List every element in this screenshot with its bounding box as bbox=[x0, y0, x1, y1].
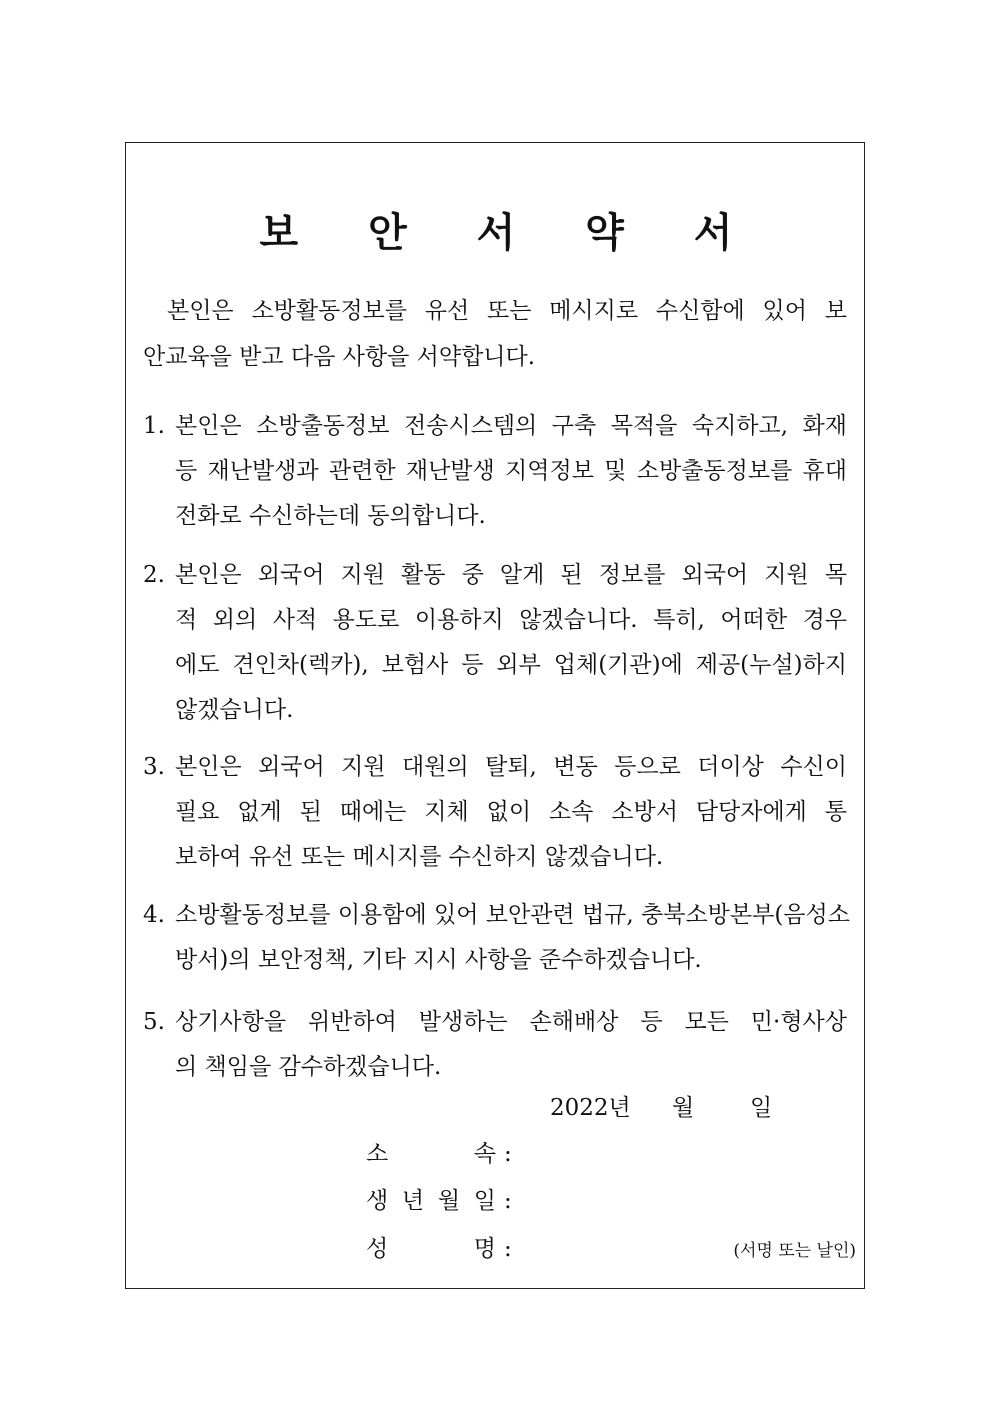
date-year: 2022년 bbox=[550, 1095, 631, 1121]
pledge-item-1 bbox=[143, 404, 847, 539]
signature-seal-note: (서명 또는 날인) bbox=[733, 1241, 856, 1261]
item-line: 적 외의 사적 용도로 이용하지 않겠습니다. 특히, 어떠한 경우 bbox=[175, 607, 847, 633]
item-line: 본인은 외국어 지원 대원의 탈퇴, 변동 등으로 더이상 수신이 bbox=[175, 754, 847, 780]
date-day: 일 bbox=[750, 1095, 773, 1121]
item-line: 등 재난발생과 관련한 재난발생 지역정보 및 소방출동정보를 휴대 bbox=[175, 458, 847, 484]
item-line: 에도 견인차(렉카), 보험사 등 외부 업체(기관)에 제공(누설)하지 bbox=[175, 652, 847, 678]
item-line: 않겠습니다. bbox=[175, 697, 294, 723]
item-line: 본인은 소방출동정보 전송시스템의 구축 목적을 숙지하고, 화재 bbox=[175, 413, 847, 439]
item-number: 1. bbox=[143, 413, 165, 439]
item-number: 3. bbox=[143, 754, 165, 780]
item-number: 5. bbox=[143, 1009, 165, 1035]
item-line: 전화로 수신하는데 동의합니다. bbox=[175, 503, 486, 529]
item-line: 본인은 외국어 지원 활동 중 알게 된 정보를 외국어 지원 목 bbox=[175, 562, 847, 588]
item-line: 보하여 유선 또는 메시지를 수신하지 않겠습니다. bbox=[175, 844, 664, 870]
name-label: 성 명 bbox=[366, 1236, 496, 1262]
item-line: 방서)의 보안정책, 기타 지시 사항을 준수하겠습니다. bbox=[175, 947, 702, 973]
pledge-item-3 bbox=[143, 745, 847, 880]
item-line: 소방활동정보를 이용함에 있어 보안관련 법규, 충북소방본부(음성소 bbox=[175, 902, 850, 928]
pledge-item-4 bbox=[143, 893, 850, 983]
name-row bbox=[366, 1229, 856, 1269]
birthdate-row bbox=[366, 1181, 856, 1221]
birthdate-label: 생 년 월 일 bbox=[366, 1188, 496, 1214]
pledge-item-5 bbox=[143, 1000, 847, 1090]
item-line: 의 책임을 감수하겠습니다. bbox=[175, 1054, 442, 1080]
affiliation-row bbox=[366, 1134, 856, 1174]
intro-line-1: 본인은 소방활동정보를 유선 또는 메시지로 수신함에 있어 보 bbox=[167, 298, 847, 324]
name-colon: : bbox=[504, 1236, 512, 1262]
intro-paragraph bbox=[143, 288, 847, 380]
date-month: 월 bbox=[672, 1095, 695, 1121]
item-number: 4. bbox=[143, 902, 165, 928]
pledge-item-2 bbox=[143, 553, 847, 733]
birthdate-colon: : bbox=[504, 1188, 512, 1214]
item-line: 필요 없게 된 때에는 지체 없이 소속 소방서 담당자에게 통 bbox=[175, 799, 847, 825]
item-number: 2. bbox=[143, 562, 165, 588]
affiliation-colon: : bbox=[504, 1141, 512, 1167]
affiliation-label: 소 속 bbox=[366, 1141, 496, 1167]
intro-line-2: 안교육을 받고 다음 사항을 서약합니다. bbox=[143, 344, 536, 370]
document-title: 보 안 서 약 서 bbox=[259, 209, 761, 256]
item-line: 상기사항을 위반하여 발생하는 손해배상 등 모든 민·형사상 bbox=[175, 1009, 847, 1035]
